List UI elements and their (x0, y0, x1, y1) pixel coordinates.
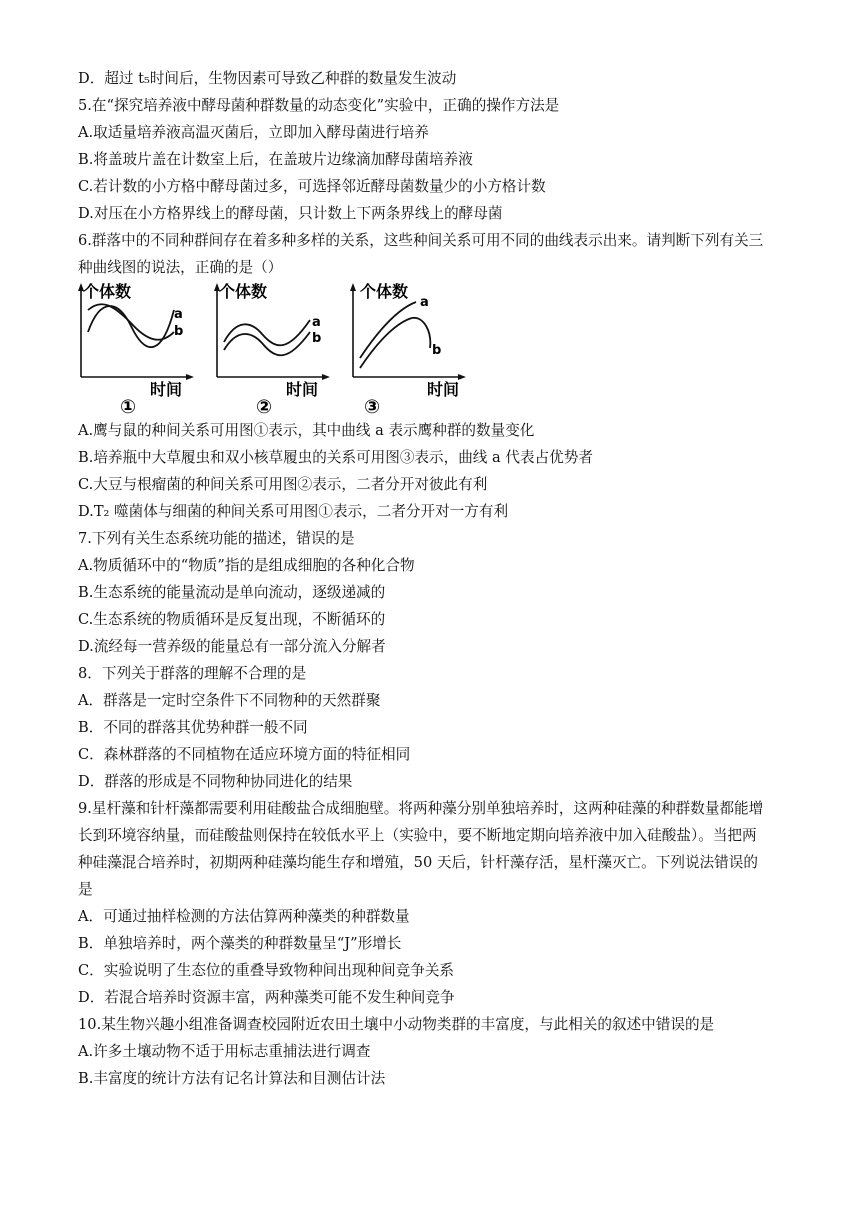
q9-option-b: B．单独培养时，两个藻类的种群数量呈“J”形增长 (78, 935, 402, 952)
question-9-line-3: 种硅藻混合培养时，初期两种硅藻均能生存和增殖，50 天后，针杆藻存活，星杆藻灭亡。下列说法错误的 (78, 854, 758, 871)
question-9-line-1: 9.星杆藻和针杆藻都需要利用硅酸盐合成细胞壁。将两种藻分别单独培养时，这两种硅藻的种群数量都能增 (78, 800, 764, 817)
q8-option-d: D．群落的形成是不同物种协同进化的结果 (78, 773, 353, 790)
q6-option-c: C.大豆与根瘤菌的种间关系可用图②表示，二者分开对彼此有利 (78, 476, 488, 493)
y-axis-label: 个体数 (83, 282, 132, 301)
figure-2 (206, 280, 336, 415)
q5-option-d: D.对压在小方格界线上的酵母菌，只计数上下两条界线上的酵母菌 (78, 205, 503, 222)
curve-b-label: b (432, 343, 442, 358)
q6-option-a: A.鹰与鼠的种间关系可用图①表示，其中曲线 a 表示鹰种群的数量变化 (78, 422, 535, 439)
figure-3 (342, 280, 472, 415)
q7-option-b: B.生态系统的能量流动是单向流动，逐级递减的 (78, 584, 386, 601)
q8-option-b: B．不同的群落其优势种群一般不同 (78, 719, 308, 736)
figure-number: ② (256, 396, 273, 415)
q8-option-c: C．森林群落的不同植物在适应环境方面的特征相同 (78, 746, 411, 763)
x-axis-label: 时间 (427, 380, 460, 399)
question-5: 5.在“探究培养液中酵母菌种群数量的动态变化”实验中，正确的操作方法是 (78, 97, 560, 114)
q5-option-b: B.将盖玻片盖在计数室上后，在盖玻片边缘滴加酵母菌培养液 (78, 151, 473, 168)
q9-option-c: C．实验说明了生态位的重叠导致物种间出现种间竞争关系 (78, 962, 455, 979)
q7-option-d: D.流经每一营养级的能量总有一部分流入分解者 (78, 638, 386, 655)
question-6-line-2: 种曲线图的说法，正确的是（） (78, 259, 283, 276)
question-9-line-2: 长到环境容纳量，而硅酸盐则保持在较低水平上（实验中，要不断地定期向培养液中加入硅酸盐）。当把两 (78, 827, 757, 844)
curve-b-label: b (312, 331, 322, 346)
option-d-q4: D．超过 t₅时间后，生物因素可导致乙种群的数量发生波动 (78, 70, 457, 87)
question-6-line-1: 6.群落中的不同种群间存在着多种多样的关系，这些种间关系可用不同的曲线表示出来。请判断下列有关三 (78, 232, 764, 249)
question-8: 8．下列关于群落的理解不合理的是 (78, 665, 307, 682)
question-7: 7.下列有关生态系统功能的描述，错误的是 (78, 530, 355, 547)
question-10: 10.某生物兴趣小组准备调查校园附近农田土壤中小动物类群的丰富度，与此相关的叙述中错误的是 (78, 1016, 715, 1033)
q9-option-a: A．可通过抽样检测的方法估算两种藻类的种群数量 (78, 908, 410, 925)
q9-option-d: D．若混合培养时资源丰富，两种藻类可能不发生种间竞争 (78, 989, 455, 1006)
y-axis-label: 个体数 (360, 282, 409, 301)
x-axis-label: 时间 (286, 380, 319, 399)
curve-a-label: a (312, 315, 321, 330)
q10-option-a: A.许多土壤动物不适于用标志重捕法进行调查 (78, 1043, 371, 1060)
q6-option-d: D.T₂ 噬菌体与细菌的种间关系可用图①表示，二者分开对一方有利 (78, 503, 509, 520)
x-axis-label: 时间 (150, 380, 183, 399)
figure-number: ③ (364, 396, 381, 415)
curve-a-label: a (420, 295, 429, 310)
q6-option-b: B.培养瓶中大草履虫和双小核草履虫的关系可用图③表示，曲线 a 代表占优势者 (78, 449, 593, 466)
question-9-line-4: 是 (78, 881, 93, 898)
figure-1 (70, 280, 200, 415)
q10-option-b: B.丰富度的统计方法有记名计算法和目测估计法 (78, 1070, 386, 1087)
q8-option-a: A．群落是一定时空条件下不同物种的天然群聚 (78, 692, 381, 709)
curve-a-label: a (174, 307, 183, 322)
curve-b-label: b (174, 324, 184, 339)
y-axis-label: 个体数 (219, 282, 268, 301)
q5-option-c: C.若计数的小方格中酵母菌过多，可选择邻近酵母菌数量少的小方格计数 (78, 178, 546, 195)
q7-option-a: A.物质循环中的“物质”指的是组成细胞的各种化合物 (78, 557, 415, 574)
q7-option-c: C.生态系统的物质循环是反复出现，不断循环的 (78, 611, 386, 628)
figure-number: ① (120, 396, 137, 415)
q5-option-a: A.取适量培养液高温灭菌后，立即加入酵母菌进行培养 (78, 124, 429, 141)
